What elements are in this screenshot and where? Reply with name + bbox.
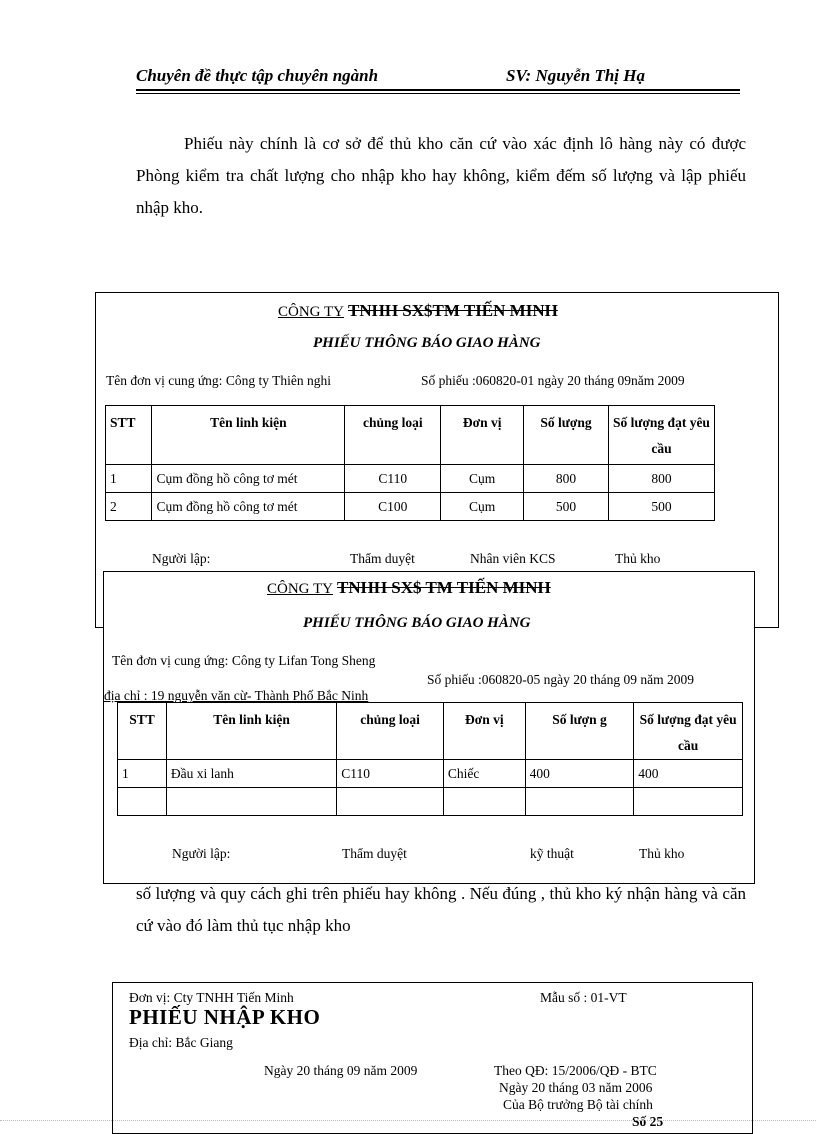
table-cell: 500	[608, 493, 714, 521]
company-prefix: CÔNG TY	[278, 304, 344, 320]
signature-preparer: Người lập:	[172, 846, 231, 861]
table-row	[118, 760, 743, 788]
table-cell: 1	[118, 760, 167, 788]
column-header: chủng loại	[337, 703, 444, 760]
supplier-name: Tên đơn vị cung ứng: Công ty Thiên nghi	[106, 373, 331, 388]
table-cell: Cụm	[441, 465, 524, 493]
column-header: Đơn vị	[441, 406, 524, 465]
header-rule-thin	[136, 93, 740, 94]
decision-issuer: Của Bộ trưởng Bộ tài chính	[503, 1097, 653, 1112]
company-name: TNHH SX$TM TIẾN MINH	[347, 301, 558, 320]
table-cell: Chiếc	[443, 760, 525, 788]
receipt-number: Số 25	[632, 1114, 664, 1129]
ticket-number: Số phiếu :060820-05 ngày 20 tháng 09 năm 2009	[427, 672, 694, 687]
column-header: Số lượn g	[525, 703, 634, 760]
column-header: Tên linh kiện	[166, 703, 336, 760]
table-cell: Đầu xi lanh	[166, 760, 336, 788]
table-cell: 400	[525, 760, 634, 788]
ticket-number: Số phiếu :060820-01 ngày 20 tháng 09năm 2009	[421, 373, 685, 388]
form-title: PHIẾU THÔNG BÁO GIAO HÀNG	[313, 335, 541, 351]
column-header: STT	[118, 703, 167, 760]
table-cell: C110	[345, 465, 441, 493]
items-table	[105, 405, 715, 521]
table-cell: Cụm đồng hồ công tơ mét	[152, 465, 345, 493]
table-cell: Cụm đồng hồ công tơ mét	[152, 493, 345, 521]
table-header-row	[118, 703, 743, 760]
supplier-name: Tên đơn vị cung ứng: Công ty Lifan Tong Sheng	[112, 653, 376, 668]
form-title: PHIẾU THÔNG BÁO GIAO HÀNG	[303, 615, 531, 631]
address: Địa chỉ: Bắc Giang	[129, 1035, 233, 1050]
signature-approver: Thẩm duyệt	[350, 551, 415, 566]
signature-preparer: Người lập:	[152, 551, 211, 566]
column-header: chủng loại	[345, 406, 441, 465]
company-name: TNHH SX$ TM TIẾN MINH	[336, 578, 551, 597]
header-student-name: SV: Nguyễn Thị Hạ	[506, 66, 646, 85]
column-header: Đơn vị	[443, 703, 525, 760]
warehouse-receipt-form	[112, 982, 753, 1134]
unit-name: Đơn vị: Cty TNHH Tiến Minh	[129, 990, 294, 1005]
company-prefix: CÔNG TY	[267, 581, 333, 597]
table-cell: C110	[337, 760, 444, 788]
template-number: Mẫu số : 01-VT	[540, 990, 627, 1005]
column-header: Số lượng	[524, 406, 609, 465]
table-row	[118, 788, 743, 816]
signature-storekeeper: Thủ kho	[615, 551, 661, 566]
signature-technician: kỹ thuật	[530, 846, 574, 861]
table-cell	[525, 788, 634, 816]
table-cell	[118, 788, 167, 816]
table-header-row	[106, 406, 715, 465]
column-header: Số lượng đạt yêu cầu	[608, 406, 714, 465]
header-rule	[136, 89, 740, 91]
signature-approver: Thẩm duyệt	[342, 846, 407, 861]
decision-number: Theo QĐ: 15/2006/QĐ - BTC	[494, 1063, 657, 1078]
table-cell: 500	[524, 493, 609, 521]
decision-date: Ngày 20 tháng 03 năm 2006	[499, 1080, 653, 1095]
company-heading	[278, 301, 558, 321]
items-table	[117, 702, 743, 816]
table-row	[106, 493, 715, 521]
header-course-title: Chuyên đề thực tập chuyên ngành	[136, 66, 379, 85]
table-cell	[166, 788, 336, 816]
table-cell: 800	[524, 465, 609, 493]
column-header: STT	[106, 406, 152, 465]
form-title: PHIẾU NHẬP KHO	[129, 1005, 321, 1029]
table-cell: 400	[634, 760, 743, 788]
delivery-notice-form-2	[103, 571, 755, 884]
page-bottom-edge	[0, 1120, 816, 1121]
table-cell	[337, 788, 444, 816]
company-heading	[267, 578, 551, 598]
table-cell	[443, 788, 525, 816]
table-cell: C100	[345, 493, 441, 521]
table-cell: 1	[106, 465, 152, 493]
table-cell	[634, 788, 743, 816]
table-row	[106, 465, 715, 493]
supplier-address: địa chỉ : 19 nguyễn văn cừ- Thành Phố Bắc Ninh	[104, 688, 369, 703]
signature-kcs: Nhân viên KCS	[470, 551, 556, 566]
table-cell: Cụm	[441, 493, 524, 521]
signature-storekeeper: Thủ kho	[639, 846, 685, 861]
middle-paragraph: số lượng và quy cách ghi trên phiếu hay không . Nếu đúng , thủ kho ký nhận hàng và căn cứ vào đó làm thủ tục nhập kho	[136, 884, 746, 935]
receipt-date: Ngày 20 tháng 09 năm 2009	[264, 1063, 418, 1078]
table-cell: 800	[608, 465, 714, 493]
table-cell: 2	[106, 493, 152, 521]
column-header: Số lượng đạt yêu cầu	[634, 703, 743, 760]
intro-paragraph: Phiếu này chính là cơ sở để thủ kho căn cứ vào xác định lô hàng này có được Phòng kiểm tra chất lượng cho nhập kho hay không, kiểm đếm số lượng và lập phiếu nhập kho.	[136, 134, 746, 217]
column-header: Tên linh kiện	[152, 406, 345, 465]
